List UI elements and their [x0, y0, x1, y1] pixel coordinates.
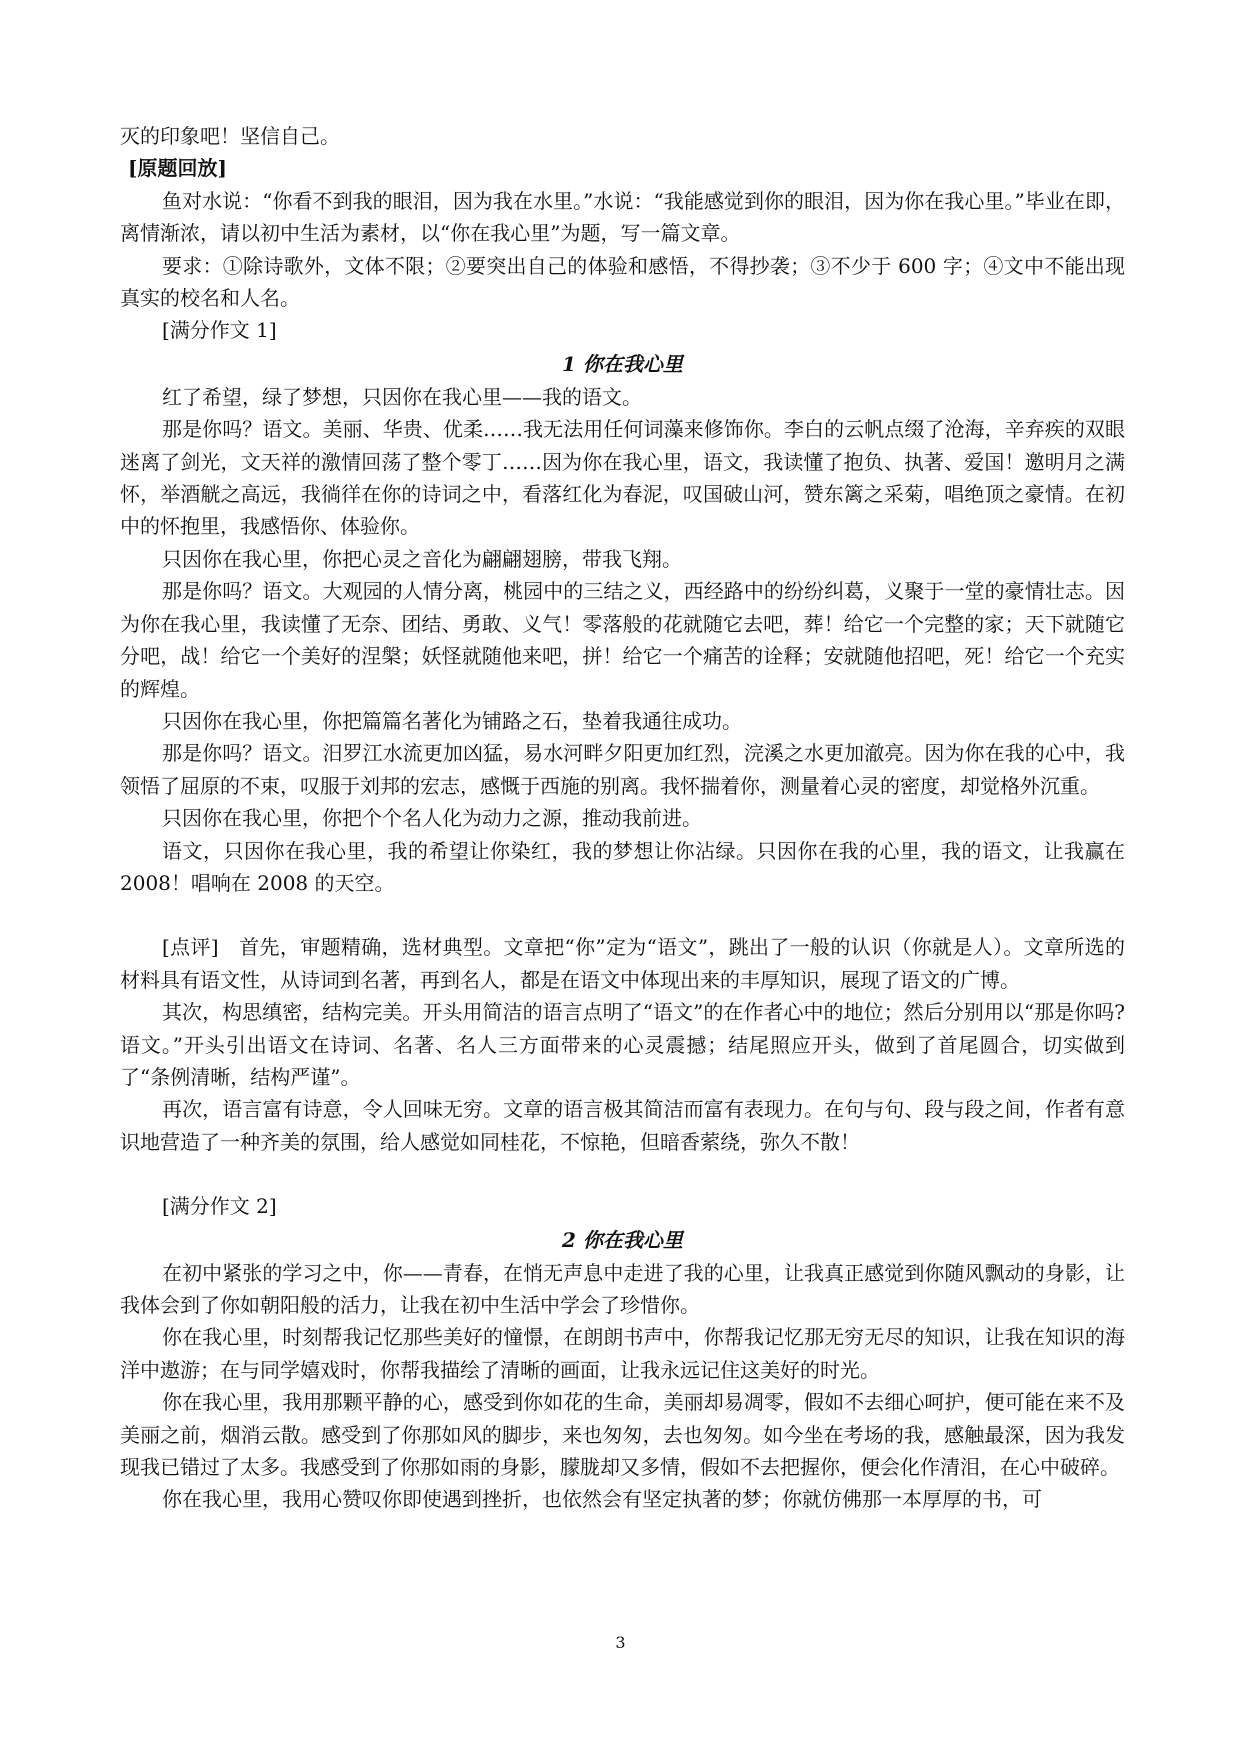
essay1-paragraph: 只因你在我心里，你把篇篇名著化为铺路之石，垫着我通往成功。	[162, 708, 742, 733]
essay2-title: 2 你在我心里	[562, 1227, 683, 1252]
page-number: 3	[615, 1633, 626, 1652]
essay2-paragraph: 在初中紧张的学习之中，你——青春，在悄无声息中走进了我的心里，让我真正感觉到你随风飘动的身影，让我体会到了你如朝阳般的活力，让我在初中生活中学会了珍惜你。	[120, 1260, 1125, 1317]
essay1-comment: [点评] 首先，审题精确，选材典型。文章把“你”定为“语文”，跳出了一般的认识（你就是人）。文章所选的材料具有语文性，从诗词到名著，再到名人，都是在语文中体现出来的丰厚知识，展现了语文的广博。	[120, 935, 1125, 992]
essay2-paragraph: 你在我心里，时刻帮我记忆那些美好的憧憬，在朗朗书声中，你帮我记忆那无穷无尽的知识，让我在知识的海洋中遨游；在与同学嬉戏时，你帮我描绘了清晰的画面，让我永远记住这美好的时光。	[120, 1325, 1125, 1382]
section-heading: [原题回放]	[128, 156, 227, 181]
spacer	[120, 899, 1125, 931]
essay1-comment: 其次，构思缜密，结构完美。开头用简洁的语言点明了“语文”的在作者心中的地位；然后分别用以“那是你吗?语文。”开头引出语文在诗词、名著、名人三方面带来的心灵震撼；结尾照应开头，做到了首尾圆合，切实做到了“条例清晰，结构严谨”。	[120, 1000, 1125, 1089]
essay1-paragraph: 只因你在我心里，你把心灵之音化为翩翩翅膀，带我飞翔。	[162, 546, 682, 571]
prompt-paragraph: 鱼对水说：“你看不到我的眼泪，因为我在水里。”水说：“我能感觉到你的眼泪，因为你在我心里。”毕业在即，离情渐浓，请以初中生活为素材，以“你在我心里”为题，写一篇文章。	[120, 188, 1125, 246]
essay1-paragraph: 语文，只因你在我心里，我的希望让你染红，我的梦想让你沾绿。只因你在我的心里，我的语文，让我赢在 2008！唱响在 2008 的天空。	[120, 838, 1125, 895]
essay1-label: [满分作文 1]	[162, 318, 277, 343]
essay1-title: 1 你在我心里	[562, 351, 683, 376]
essay1-paragraph: 只因你在我心里，你把个个名人化为动力之源，推动我前进。	[162, 806, 702, 831]
essay2-label: [满分作文 2]	[162, 1194, 277, 1219]
essay1-paragraph: 红了希望，绿了梦想，只因你在我心里——我的语文。	[162, 384, 642, 409]
essay1-paragraph: 那是你吗？语文。大观园的人情分离，桃园中的三结之义，西经路中的纷纷纠葛，义聚于一堂的豪情壮志。因为你在我心里，我读懂了无奈、团结、勇敢、义气！零落般的花就随它去吧，葬！给它一个完整的家；天下就随它分吧，战！给它一个美好的涅槃；妖怪就随他来吧，拼！给它一个痛苦的诠释；安就随他招吧，死！给它一个充实的辉煌。	[120, 579, 1125, 701]
essay2-paragraph: 你在我心里，我用心赞叹你即使遇到挫折，也依然会有坚定执著的梦；你就仿佛那一本厚厚的书，可	[162, 1487, 1042, 1512]
spacer	[120, 1158, 1125, 1190]
essay1-comment: 再次，语言富有诗意，令人回味无穷。文章的语言极其简洁而富有表现力。在句与句、段与段之间，作者有意识地营造了一种齐美的氛围，给人感觉如同桂花，不惊艳，但暗香萦绕，弥久不散！	[120, 1097, 1125, 1154]
essay1-paragraph: 那是你吗？语文。汨罗江水流更加凶猛，易水河畔夕阳更加红烈，浣溪之水更加澈亮。因为你在我的心中，我领悟了屈原的不束，叹服于刘邦的宏志，感慨于西施的别离。我怀揣着你，测量着心灵的密度，却觉格外沉重。	[120, 741, 1125, 798]
prompt-requirements: 要求：①除诗歌外，文体不限；②要突出自己的体验和感悟，不得抄袭；③不少于 600 字；④文中不能出现真实的校名和人名。	[120, 253, 1125, 311]
lead-line: 灭的印象吧！坚信自己。	[120, 124, 340, 148]
page-content	[120, 120, 1125, 1516]
essay1-paragraph: 那是你吗？语文。美丽、华贵、优柔……我无法用任何词藻来修饰你。李白的云帆点缀了沧海，辛弃疾的双眼迷离了剑光，文天祥的激情回荡了整个零丁……因为你在我心里，语文，我读懂了抱负、执著、爱国！邀明月之满怀，举酒觥之高远，我徜徉在你的诗词之中，看落红化为春泥，叹国破山河，赞东篱之采菊，唱绝顶之豪情。在初中的怀抱里，我感悟你、体验你。	[120, 417, 1125, 539]
essay2-paragraph: 你在我心里，我用那颗平静的心，感受到你如花的生命，美丽却易凋零，假如不去细心呵护，便可能在来不及美丽之前，烟消云散。感受到了你那如风的脚步，来也匆匆，去也匆匆。如今坐在考场的我，感触最深，因为我发现我已错过了太多。我感受到了你那如雨的身影，朦胧却又多情，假如不去把握你，便会化作清泪，在心中破碎。	[120, 1390, 1125, 1480]
